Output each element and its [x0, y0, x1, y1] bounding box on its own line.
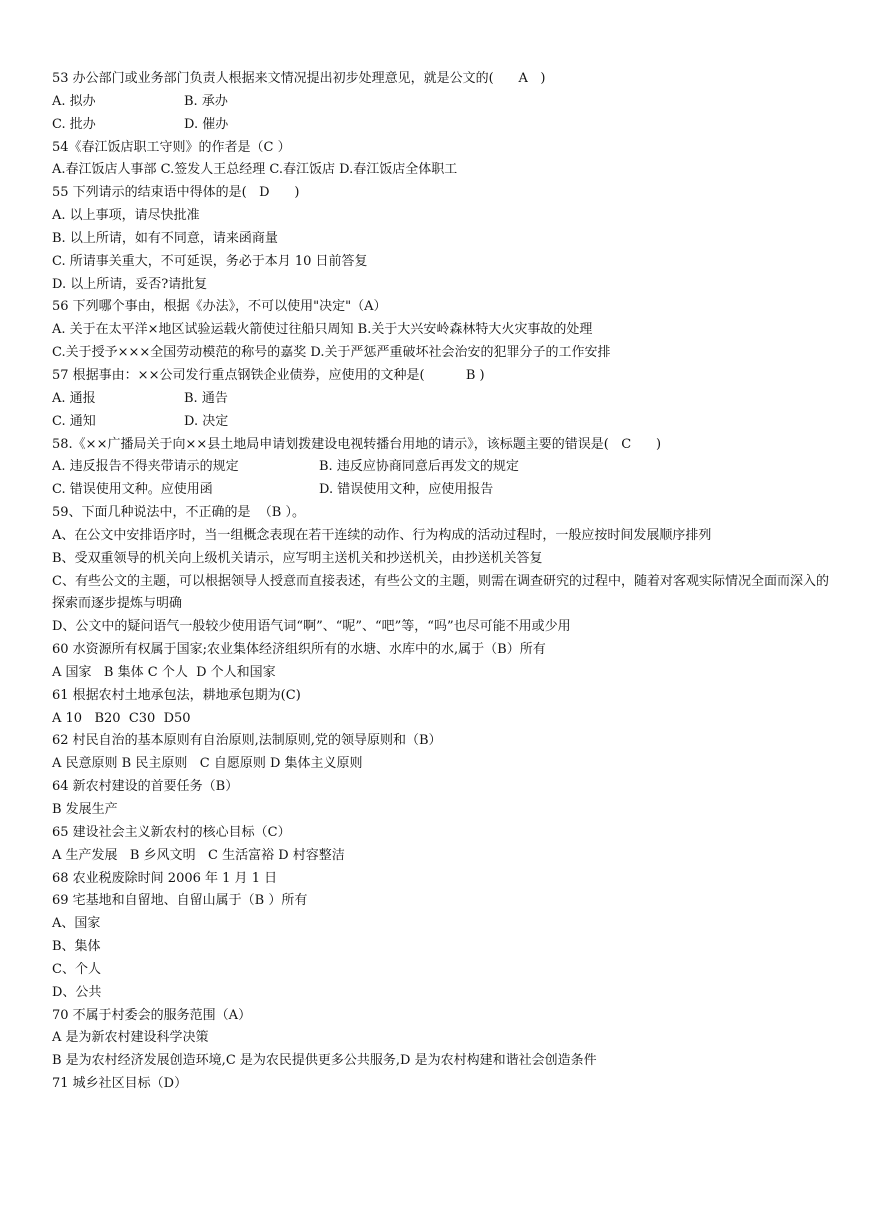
question-54: 54《春江饭店职工守则》的作者是（C ）	[52, 139, 291, 155]
question-69: 69 宅基地和自留地、自留山属于（B ）所有	[52, 893, 308, 909]
question-59: 59、下面几种说法中，不正确的是 （B ）。	[52, 505, 305, 521]
option-line: C、有些公文的主题，可以根据领导人授意而直接表述，有些公文的主题，则需在调查研究的过程中，随着对客观实际情况全面而深入的探索而逐步提炼与明确	[52, 573, 829, 612]
option-line: A 国家 B 集体 C 个人 D 个人和国家	[52, 664, 276, 680]
question-64: 64 新农村建设的首要任务（B）	[52, 779, 239, 795]
question-60: 60 水资源所有权属于国家;农业集体经济组织所有的水塘、水库中的水,属于（B）所有	[52, 642, 546, 658]
question-68: 68 农业税废除时间 2006 年 1 月 1 日	[52, 870, 278, 886]
option-d: D. 决定	[184, 413, 229, 429]
option-row	[52, 456, 832, 479]
question-61: 61 根据农村土地承包法，耕地承包期为(C)	[52, 687, 301, 703]
option-line: A. 以上事项，请尽快批准	[52, 208, 200, 224]
option-row	[52, 411, 832, 434]
question-62: 62 村民自治的基本原则有自治原则,法制原则,党的领导原则和（B）	[52, 733, 442, 749]
question-70: 70 不属于村委会的服务范围（A）	[52, 1007, 252, 1023]
document-page	[52, 68, 832, 1096]
option-line: C.关于授予×××全国劳动模范的称号的嘉奖 D.关于严惩严重破坏社会治安的犯罪分子的工作安排	[52, 345, 611, 361]
option-d: D. 催办	[184, 116, 229, 132]
option-line: B 是为农村经济发展创造环境,C 是为农民提供更多公共服务,D 是为农村构建和谐社会创造条件	[52, 1053, 597, 1069]
option-c: C. 通知	[52, 413, 96, 429]
option-c: C. 批办	[52, 116, 96, 132]
question-65: 65 建设社会主义新农村的核心目标（C）	[52, 824, 291, 840]
option-line: D、公文中的疑问语气一般较少使用语气词“啊”、“呢”、“吧”等，“吗”也尽可能不用或少用	[52, 619, 571, 635]
option-c: C. 错误使用文种。应使用函	[52, 482, 213, 498]
question-58: 58.《××广播局关于向××县土地局申请划拨建设电视转播台用地的请示》，该标题主要的错误是( C )	[52, 436, 662, 452]
option-line: A、在公文中安排语序时，当一组概念表现在若干连续的动作、行为构成的活动过程时，一般应按时间发展顺序排列	[52, 527, 712, 543]
option-d: D. 错误使用文种，应使用报告	[319, 482, 494, 498]
option-line: C. 所请事关重大，不可延误，务必于本月 10 日前答复	[52, 253, 368, 269]
question-53: 53 办公部门或业务部门负责人根据来文情况提出初步处理意见，就是公文的( A )	[52, 71, 546, 86]
option-line: A 是为新农村建设科学决策	[52, 1030, 209, 1046]
option-line: D. 以上所请，妥否?请批复	[52, 276, 208, 292]
option-b: B. 承办	[184, 93, 228, 109]
question-56: 56 下列哪个事由，根据《办法》，不可以使用"决定"（A）	[52, 299, 387, 315]
option-a: A. 违反报告不得夹带请示的规定	[52, 459, 239, 475]
option-line: A.春江饭店人事部 C.签发人王总经理 C.春江饭店 D.春江饭店全体职工	[52, 162, 458, 178]
option-line: A 生产发展 B 乡风文明 C 生活富裕 D 村容整洁	[52, 847, 345, 863]
option-a: A. 拟办	[52, 93, 96, 109]
option-b: B. 违反应协商同意后再发文的规定	[319, 459, 519, 475]
option-line: D、公共	[52, 984, 102, 1000]
option-row	[52, 388, 832, 411]
option-row	[52, 479, 832, 502]
option-line: A 10 B20 C30 D50	[52, 710, 191, 726]
option-line: A、国家	[52, 916, 101, 932]
option-row	[52, 91, 832, 114]
option-row	[52, 114, 832, 137]
question-55: 55 下列请示的结束语中得体的是( D )	[52, 185, 300, 201]
option-line: B 发展生产	[52, 802, 118, 817]
option-line: C、个人	[52, 961, 101, 977]
question-57: 57 根据事由：××公司发行重点钢铁企业债券，应使用的文种是( B )	[52, 367, 485, 383]
option-line: B. 以上所请，如有不同意，请来函商量	[52, 230, 278, 246]
option-a: A. 通报	[52, 390, 96, 406]
question-71: 71 城乡社区目标（D）	[52, 1076, 188, 1092]
option-line: B、受双重领导的机关向上级机关请示，应写明主送机关和抄送机关，由抄送机关答复	[52, 550, 543, 566]
option-line: A. 关于在太平洋×地区试验运载火箭使过往船只周知 B.关于大兴安岭森林特大火灾事故的处理	[52, 322, 593, 338]
option-line: B、集体	[52, 939, 101, 955]
option-line: A 民意原则 B 民主原则 C 自愿原则 D 集体主义原则	[52, 756, 363, 772]
option-b: B. 通告	[184, 390, 228, 406]
